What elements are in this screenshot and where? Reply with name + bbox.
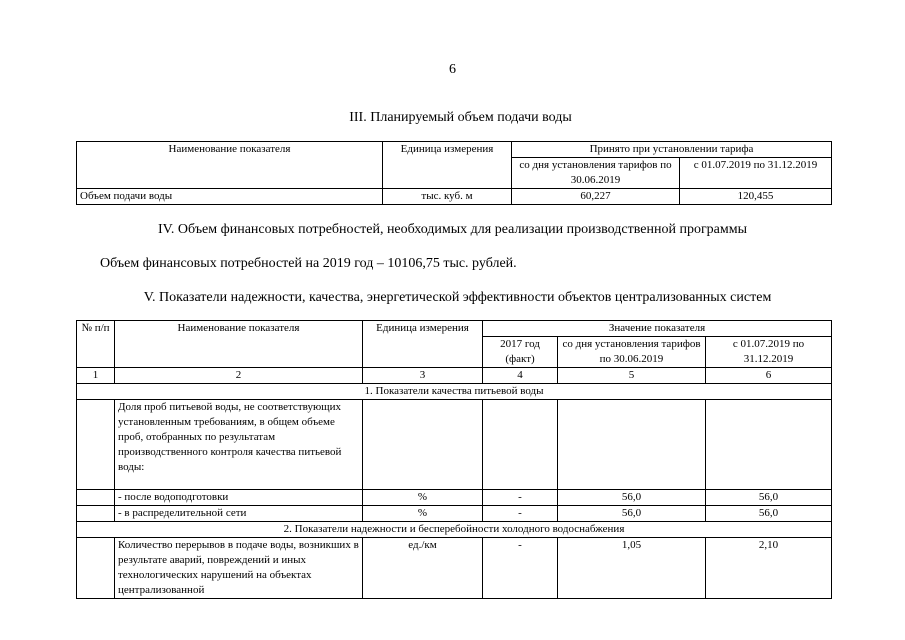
indicators-table — [76, 320, 832, 599]
section4-text: Объем финансовых потребностей на 2019 год – 10106,75 тыс. рублей. — [100, 256, 517, 271]
row-unit: ед./км — [363, 538, 483, 599]
table-row — [77, 400, 832, 490]
header-value: Значение показателя — [483, 321, 832, 337]
table-row — [77, 189, 832, 205]
row-value1: 56,0 — [558, 490, 706, 506]
row-no — [77, 400, 115, 490]
header-name: Наименование показателя — [115, 321, 363, 368]
header-no: № п/п — [77, 321, 115, 368]
row-value1: 60,227 — [512, 189, 680, 205]
section5-title: V. Показатели надежности, качества, энергетической эффективности объектов централизованных систем — [143, 290, 772, 305]
row-2017: - — [483, 490, 558, 506]
header-2017: 2017 год (факт) — [483, 337, 558, 368]
row-unit: тыс. куб. м — [383, 189, 512, 205]
col-num: 5 — [558, 368, 706, 384]
row-name: - в распределительной сети — [115, 506, 363, 522]
col-num: 6 — [706, 368, 832, 384]
row-value1: 1,05 — [558, 538, 706, 599]
table-row — [77, 506, 832, 522]
header-period1: со дня установления тарифов по 30.06.2019 — [512, 158, 680, 189]
col-num: 2 — [115, 368, 363, 384]
header-unit: Единица измерения — [383, 142, 512, 189]
col-num: 1 — [77, 368, 115, 384]
col-num: 3 — [363, 368, 483, 384]
group1-title: 1. Показатели качества питьевой воды — [77, 384, 832, 400]
table-row — [77, 538, 832, 599]
row-name: Объем подачи воды — [77, 189, 383, 205]
header-unit: Единица измерения — [363, 321, 483, 368]
group2-title: 2. Показатели надежности и бесперебойности холодного водоснабжения — [77, 522, 832, 538]
row-unit: % — [363, 506, 483, 522]
row-2017: - — [483, 538, 558, 599]
column-numbers-row — [77, 368, 832, 384]
section4-title: IV. Объем финансовых потребностей, необходимых для реализации производственной программы — [157, 222, 748, 237]
row-unit: % — [363, 490, 483, 506]
row-value2: 2,10 — [706, 538, 832, 599]
table-row — [77, 490, 832, 506]
row-name: - после водоподготовки — [115, 490, 363, 506]
section3-title: III. Планируемый объем подачи воды — [349, 110, 572, 125]
row-value2: 120,455 — [680, 189, 832, 205]
header-period2: с 01.07.2019 по 31.12.2019 — [680, 158, 832, 189]
group1-desc: Доля проб питьевой воды, не соответствующих установленным требованиям, в общем объеме проб, отобранных по результатам производственного контроля качества питьевой воды: — [115, 400, 363, 490]
col-num: 4 — [483, 368, 558, 384]
water-supply-table — [76, 141, 832, 205]
header-name: Наименование показателя — [77, 142, 383, 189]
header-tariff: Принято при установлении тарифа — [512, 142, 832, 158]
header-period1: со дня установления тарифов по 30.06.2019 — [558, 337, 706, 368]
row-value1: 56,0 — [558, 506, 706, 522]
row-2017: - — [483, 506, 558, 522]
page-number: 6 — [449, 62, 456, 77]
row-value2: 56,0 — [706, 490, 832, 506]
row-value2: 56,0 — [706, 506, 832, 522]
header-period2: с 01.07.2019 по 31.12.2019 — [706, 337, 832, 368]
row-name: Количество перерывов в подаче воды, возникших в результате аварий, повреждений и иных технологических нарушений на объектах централизованной — [115, 538, 363, 599]
